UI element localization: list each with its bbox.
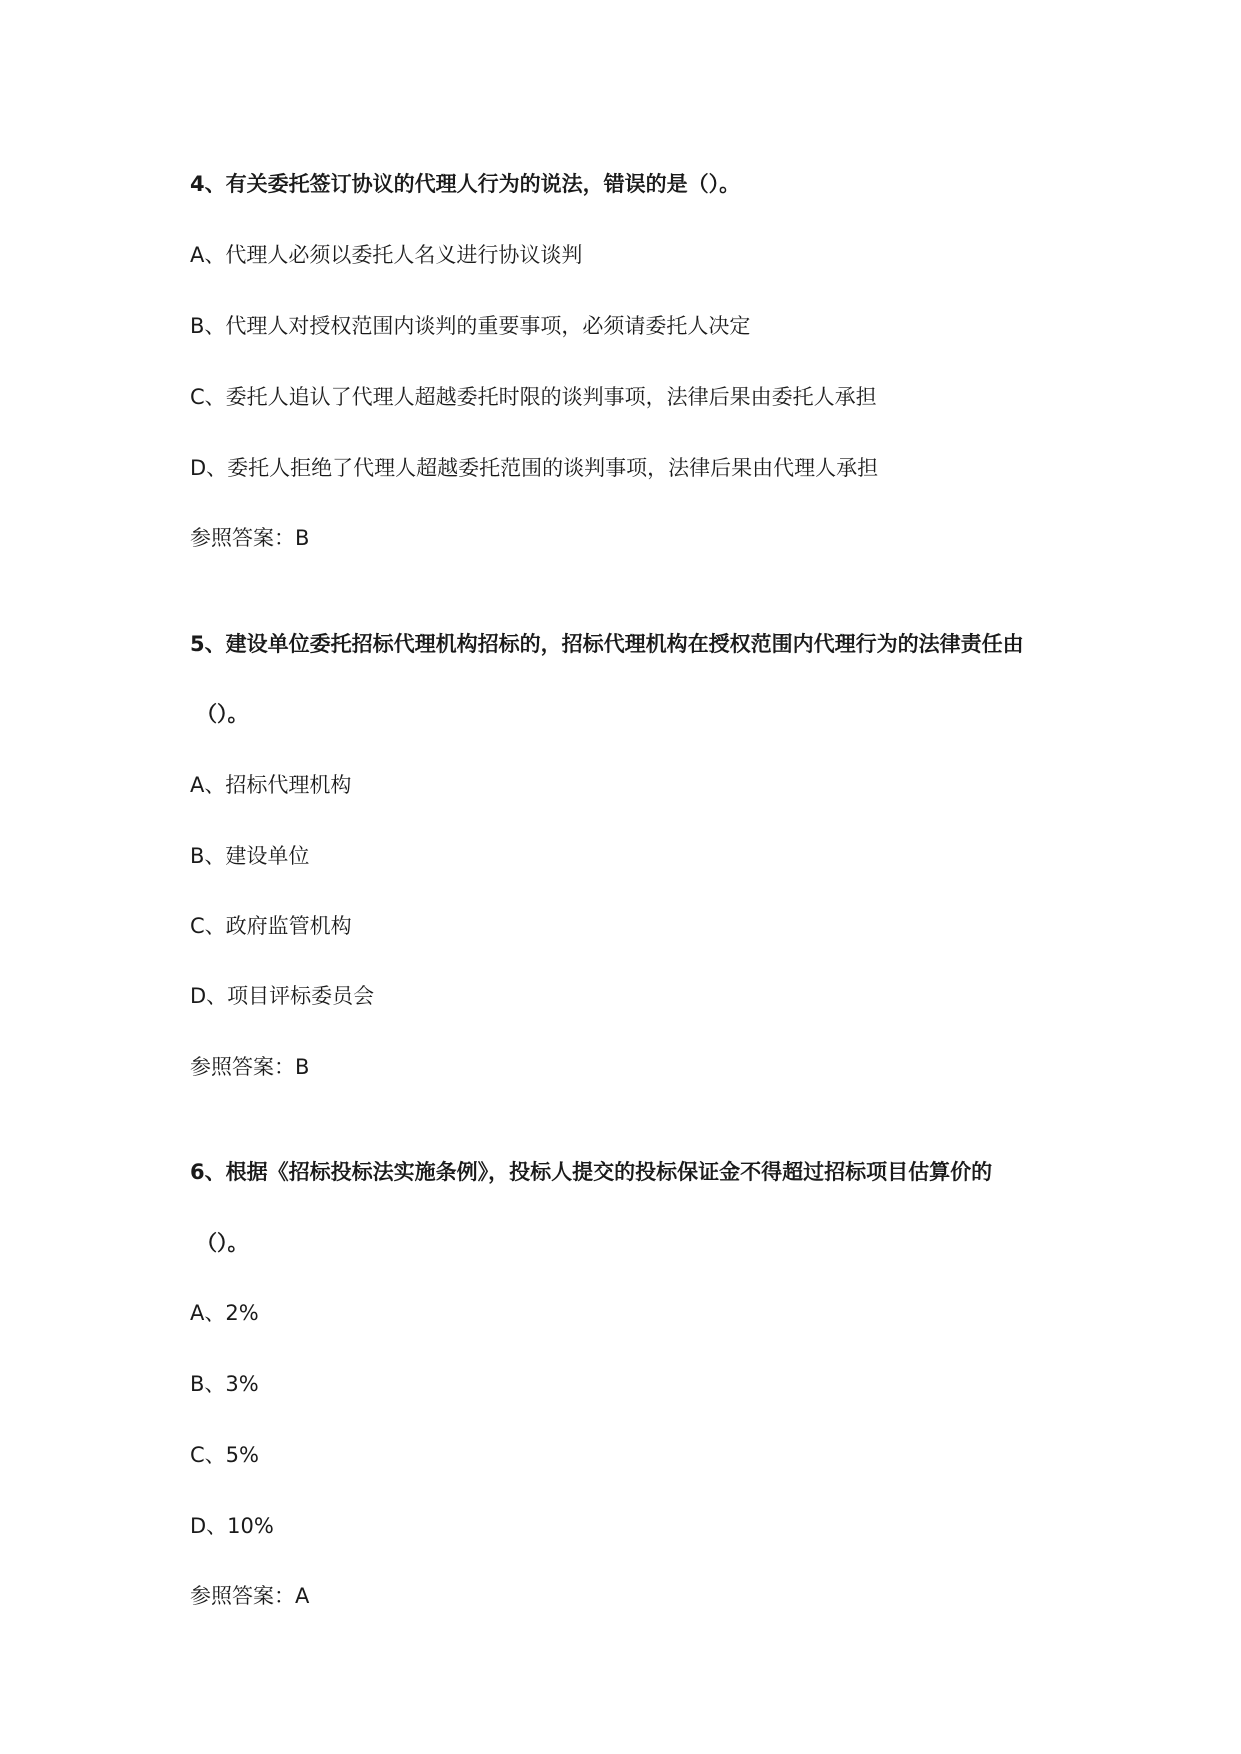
question-4-text: 4、有关委托签订协议的代理人行为的说法，错误的是（）。 [190, 172, 741, 196]
question-5-option-b: B、建设单位 [190, 844, 310, 868]
question-4-answer: 参照答案：B [190, 526, 310, 550]
question-6-option-a: A、2% [190, 1301, 259, 1325]
question-5-answer: 参照答案：B [190, 1055, 310, 1079]
question-5-option-d: D、项目评标委员会 [190, 984, 375, 1008]
question-6-option-d: D、10% [190, 1514, 274, 1538]
question-6-answer: 参照答案：A [190, 1584, 310, 1608]
question-5-text: 5、建设单位委托招标代理机构招标的，招标代理机构在授权范围内代理行为的法律责任由 [190, 632, 1024, 656]
question-6-option-b: B、3% [190, 1372, 259, 1396]
question-4-option-b: B、代理人对授权范围内谈判的重要事项，必须请委托人决定 [190, 314, 751, 338]
question-5-text-continued: （）。 [196, 702, 249, 726]
question-4-option-a: A、代理人必须以委托人名义进行协议谈判 [190, 243, 583, 267]
question-6-option-c: C、5% [190, 1443, 259, 1467]
question-4-option-d: D、委托人拒绝了代理人超越委托范围的谈判事项，法律后果由代理人承担 [190, 456, 879, 480]
question-5-option-c: C、政府监管机构 [190, 914, 352, 938]
question-6-text: 6、根据《招标投标法实施条例》，投标人提交的投标保证金不得超过招标项目估算价的 [190, 1160, 993, 1184]
question-4-option-c: C、委托人追认了代理人超越委托时限的谈判事项，法律后果由委托人承担 [190, 385, 877, 409]
question-6-text-continued: （）。 [196, 1231, 249, 1255]
question-5-option-a: A、招标代理机构 [190, 773, 352, 797]
